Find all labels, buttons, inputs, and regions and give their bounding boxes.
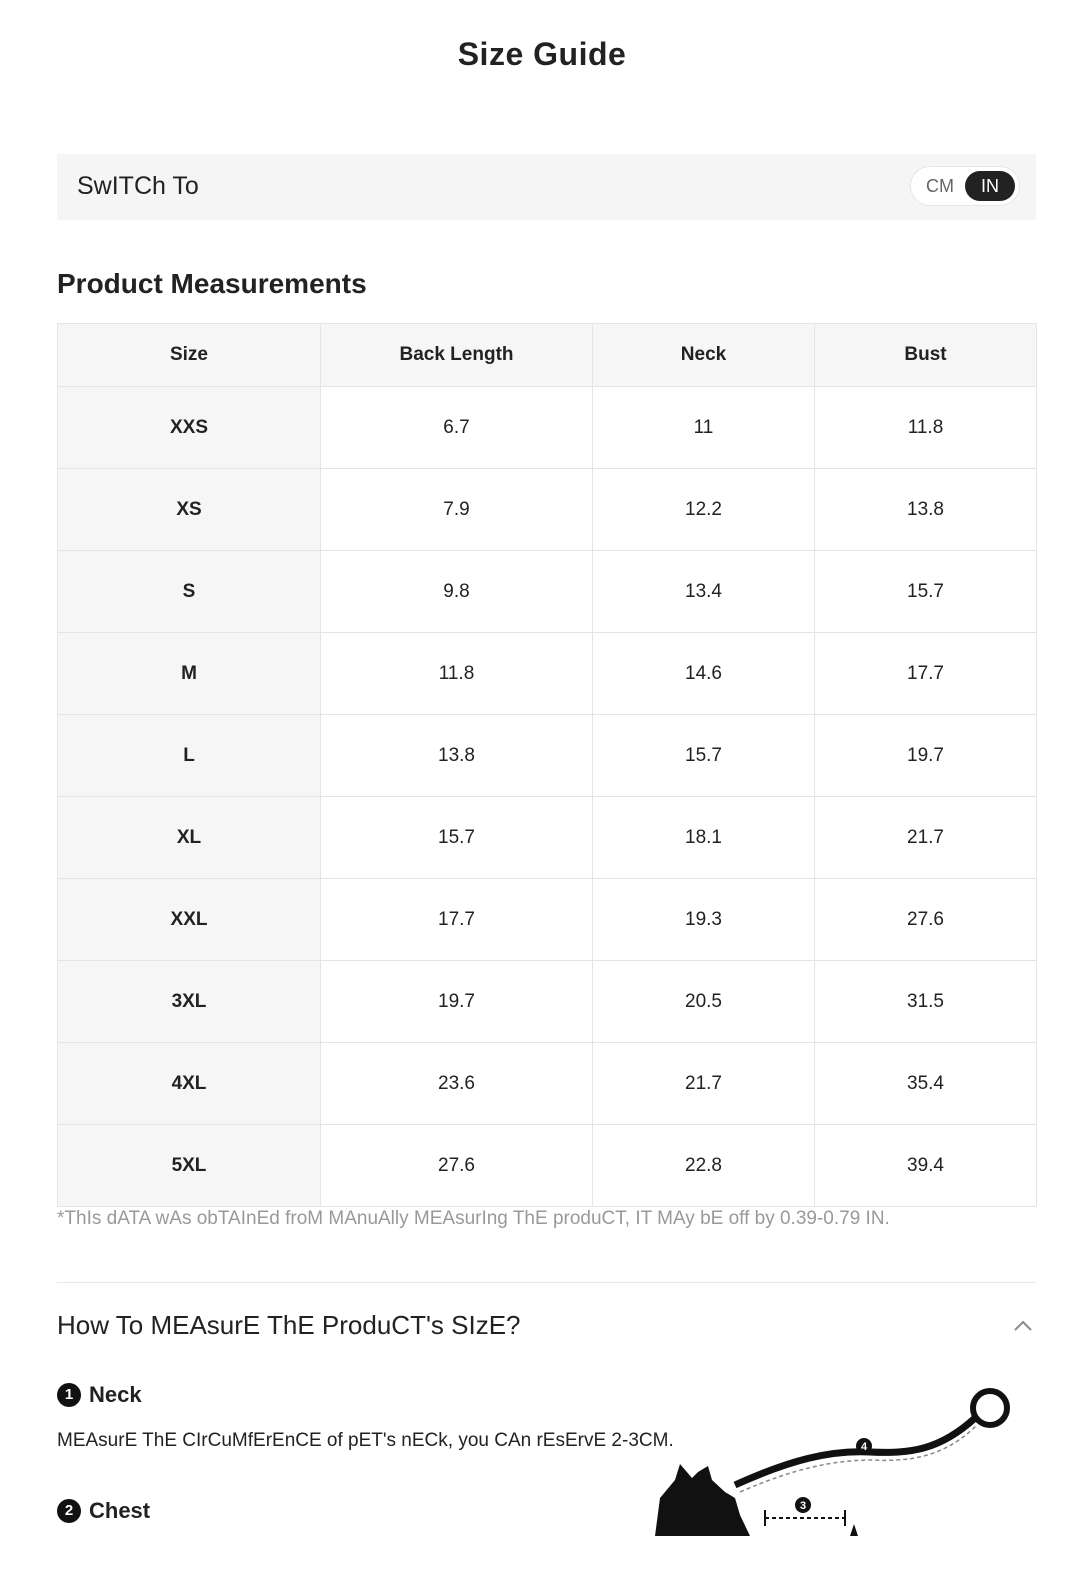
column-header-size: Size <box>58 324 321 387</box>
bust-cell: 21.7 <box>815 797 1037 879</box>
step-name: Neck <box>89 1382 142 1407</box>
column-header-neck: Neck <box>593 324 815 387</box>
neck-cell: 20.5 <box>593 961 815 1043</box>
table-row <box>58 797 1037 879</box>
bust-cell: 15.7 <box>815 551 1037 633</box>
how-to-measure-title[interactable]: How To MEAsurE ThE ProduCT's SIzE? <box>57 1310 521 1340</box>
back-length-cell: 6.7 <box>321 387 593 469</box>
size-cell: L <box>58 715 321 797</box>
table-row <box>58 961 1037 1043</box>
back-length-cell: 19.7 <box>321 961 593 1043</box>
table-row <box>58 879 1037 961</box>
leash-loop-shape <box>973 1391 1007 1425</box>
table-row <box>58 387 1037 469</box>
size-cell: XXS <box>58 387 321 469</box>
table-row <box>58 551 1037 633</box>
bust-cell: 13.8 <box>815 469 1037 551</box>
switch-label: SwITCh To <box>77 172 199 200</box>
bust-cell: 11.8 <box>815 387 1037 469</box>
column-header-back-length: Back Length <box>321 324 593 387</box>
step-number-badge: 1 <box>57 1383 81 1407</box>
measurement-note: *ThIs dATA wAs obTAInEd froM MAnuAlly MEAsurIng ThE produCT, IT MAy bE off by 0.39-0.79 IN. <box>57 1208 890 1229</box>
size-cell: M <box>58 633 321 715</box>
step-number-badge: 2 <box>57 1499 81 1523</box>
marker-4-label: 4 <box>860 1441 868 1453</box>
neck-cell: 15.7 <box>593 715 815 797</box>
neck-cell: 11 <box>593 387 815 469</box>
table-row <box>58 469 1037 551</box>
measurements-table <box>57 323 1037 1207</box>
table-row <box>58 1125 1037 1207</box>
page-title: Size Guide <box>457 36 627 72</box>
size-cell: XS <box>58 469 321 551</box>
size-cell: XXL <box>58 879 321 961</box>
unit-option-cm[interactable]: CM <box>926 176 954 196</box>
table-header-row <box>58 324 1037 387</box>
unit-option-in[interactable]: IN <box>965 171 1015 201</box>
back-length-cell: 7.9 <box>321 469 593 551</box>
bust-cell: 19.7 <box>815 715 1037 797</box>
step-chest-heading <box>57 1498 150 1524</box>
neck-cell: 22.8 <box>593 1125 815 1207</box>
back-length-cell: 9.8 <box>321 551 593 633</box>
back-length-cell: 11.8 <box>321 633 593 715</box>
step-neck-heading <box>57 1382 142 1408</box>
table-row <box>58 715 1037 797</box>
neck-cell: 12.2 <box>593 469 815 551</box>
neck-cell: 14.6 <box>593 633 815 715</box>
step-name: Chest <box>89 1498 151 1523</box>
table-row <box>58 1043 1037 1125</box>
chevron-up-icon[interactable] <box>1012 1318 1034 1334</box>
neck-cell: 18.1 <box>593 797 815 879</box>
size-cell: 4XL <box>58 1043 321 1125</box>
bust-cell: 27.6 <box>815 879 1037 961</box>
neck-cell: 19.3 <box>593 879 815 961</box>
unit-toggle[interactable] <box>910 166 1020 206</box>
back-length-cell: 15.7 <box>321 797 593 879</box>
neck-cell: 21.7 <box>593 1043 815 1125</box>
back-length-cell: 27.6 <box>321 1125 593 1207</box>
dog-silhouette-shape <box>655 1464 750 1536</box>
section-divider <box>57 1282 1036 1283</box>
back-length-cell: 23.6 <box>321 1043 593 1125</box>
size-cell: S <box>58 551 321 633</box>
bust-cell: 39.4 <box>815 1125 1037 1207</box>
product-measurements-title: Product Measurements <box>57 268 367 299</box>
step-neck-description: MEAsurE ThE CIrCuMfErEnCE of pET's nECk, you CAn rEsErvE 2-3CM. <box>57 1430 674 1451</box>
marker-3-label: 3 <box>799 1500 807 1512</box>
unit-switch-bar <box>57 154 1036 220</box>
size-cell: XL <box>58 797 321 879</box>
back-length-cell: 13.8 <box>321 715 593 797</box>
bust-cell: 35.4 <box>815 1043 1037 1125</box>
neck-cell: 13.4 <box>593 551 815 633</box>
size-cell: 5XL <box>58 1125 321 1207</box>
table-row <box>58 633 1037 715</box>
back-length-cell: 17.7 <box>321 879 593 961</box>
bust-cell: 17.7 <box>815 633 1037 715</box>
pet-measurement-illustration <box>640 1380 1040 1536</box>
size-cell: 3XL <box>58 961 321 1043</box>
column-header-bust: Bust <box>815 324 1037 387</box>
bust-cell: 31.5 <box>815 961 1037 1043</box>
